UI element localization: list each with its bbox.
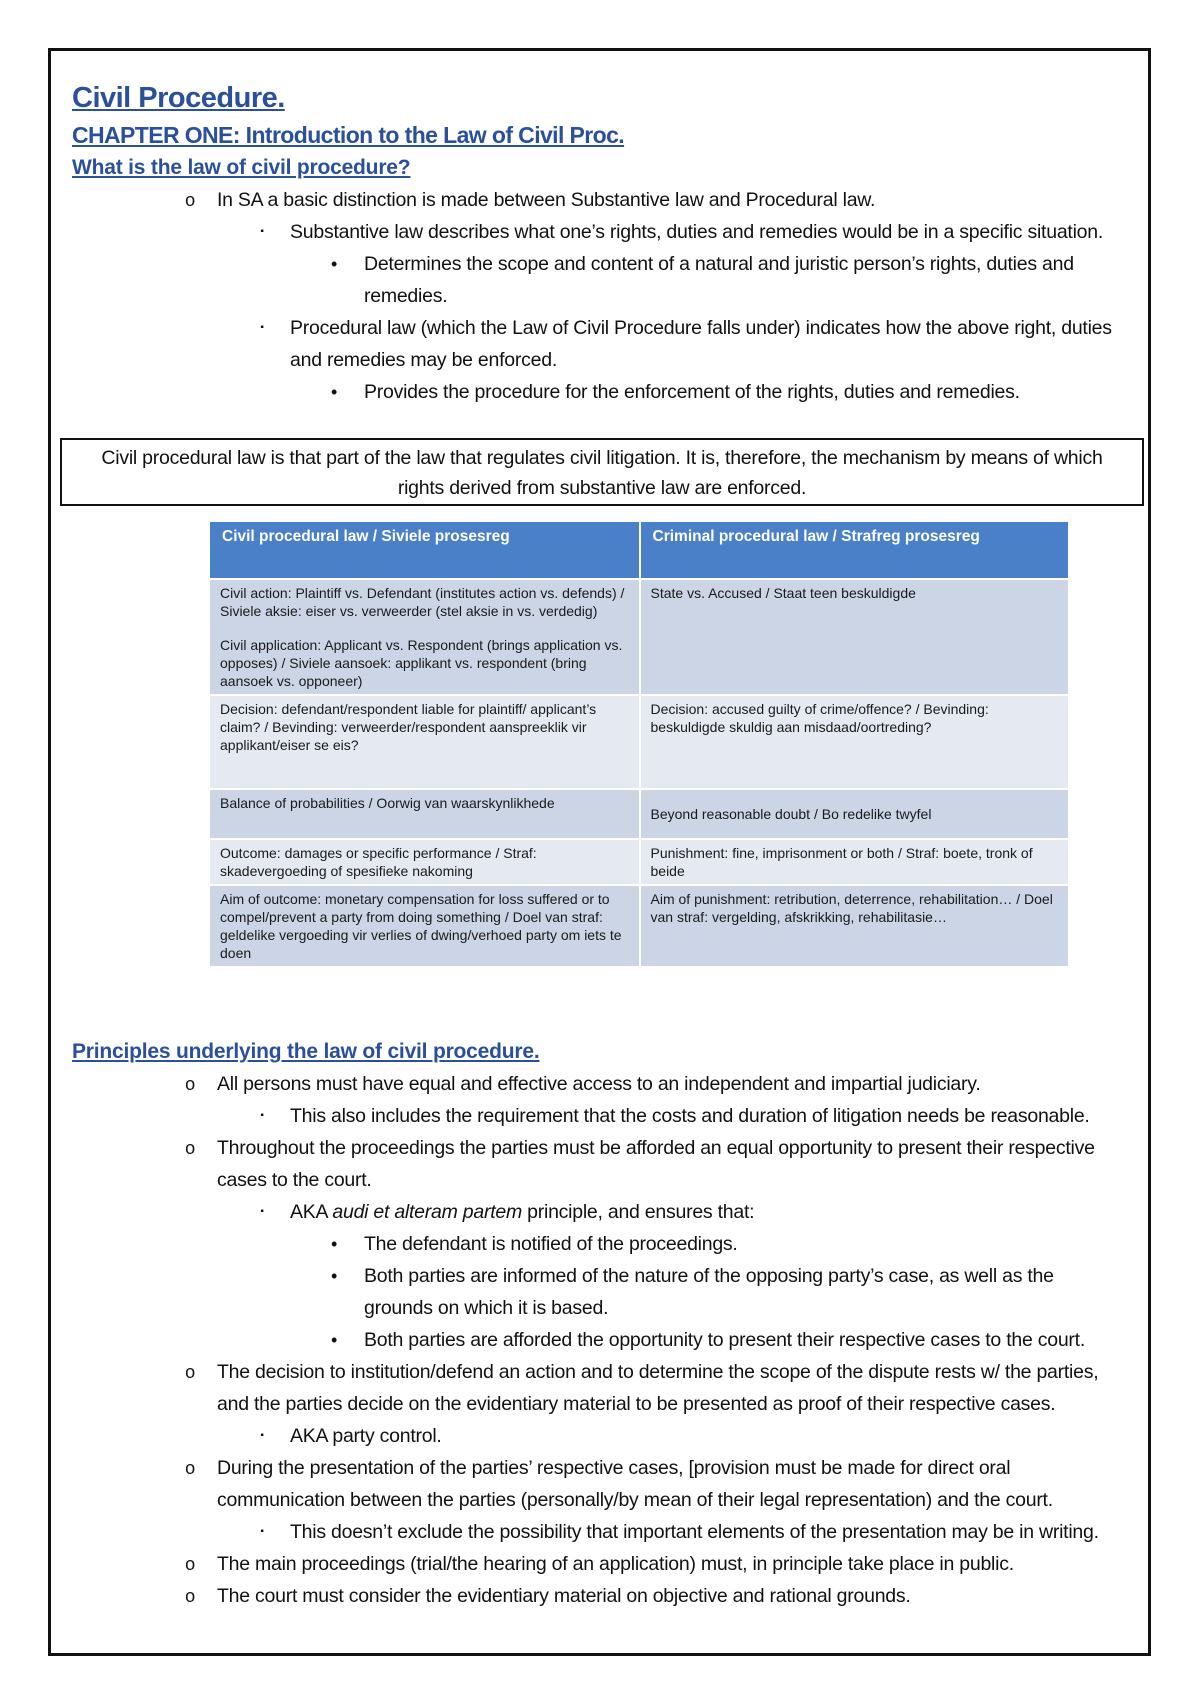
table-row: [210, 839, 1069, 885]
list-item: [72, 280, 1132, 312]
list-item-text: This also includes the requirement that the costs and duration of litigation needs be reasonable.: [290, 1105, 1090, 1127]
list-item-text: All persons must have equal and effective access to an independent and impartial judiciary.: [217, 1073, 981, 1095]
bullet-marker: o: [185, 1554, 195, 1574]
table-cell-criminal: Aim of punishment: retribution, deterrence, rehabilitation… / Doel van straf: vergelding, afskrikking, rehabilitasie…: [640, 885, 1070, 966]
bullet-marker: o: [185, 1138, 195, 1158]
bullet-marker: o: [185, 1362, 195, 1382]
list-item-text: During the presentation of the parties’ respective cases, [provision must be made for direct oral: [217, 1457, 1011, 1479]
list-item-text: Both parties are informed of the nature of the opposing party’s case, as well as the: [364, 1265, 1054, 1287]
list-item: [72, 1420, 1132, 1452]
list-item-text: The main proceedings (trial/the hearing of an application) must, in principle take place in public.: [217, 1553, 1014, 1575]
list-item: [72, 216, 1132, 248]
list-item-text: The court must consider the evidentiary material on objective and rational grounds.: [217, 1585, 911, 1607]
list-item-text: Both parties are afforded the opportunity to present their respective cases to the court.: [364, 1329, 1085, 1351]
list-item: [72, 1484, 1132, 1516]
list-item: [72, 376, 1132, 408]
list-item: [72, 312, 1132, 344]
list-item-text: remedies.: [364, 285, 448, 307]
table-cell-civil: Balance of probabilities / Oorwig van waarskynlikhede: [210, 789, 640, 839]
list-item-text: Determines the scope and content of a natural and juristic person’s rights, duties and: [364, 253, 1074, 275]
bullet-marker: •: [330, 1234, 338, 1254]
bullet-marker: ▪: [260, 1430, 264, 1441]
table-cell-criminal: Decision: accused guilty of crime/offence? / Bevinding: beskuldigde skuldig aan misdaad/oortreding?: [640, 695, 1070, 789]
bullet-marker: •: [330, 1266, 338, 1286]
list-item-prefix: AKA: [290, 1201, 333, 1223]
list-item-text: Substantive law describes what one’s rights, duties and remedies would be in a specific situation.: [290, 221, 1104, 243]
table-row: [210, 789, 1069, 839]
bullet-marker: •: [330, 254, 338, 274]
definition-line: rights derived from substantive law are enforced.: [397, 477, 807, 499]
list-item-text: communication between the parties (personally/by mean of their legal representation) and the court.: [217, 1489, 1053, 1511]
list-item: [72, 1548, 1132, 1580]
list-item: [72, 1292, 1132, 1324]
list-item: [72, 1452, 1132, 1484]
list-item: [72, 1132, 1132, 1164]
page-title: Civil Procedure.: [72, 82, 285, 114]
list-item: [72, 1356, 1132, 1388]
list-item: [72, 344, 1132, 376]
table-cell-civil: Aim of outcome: monetary compensation for loss suffered or to compel/prevent a party from doing something / Doel van straf: geldelike vergoeding vir verlies of dwing/verhoed party om iets te doen: [210, 885, 640, 966]
table-row: [210, 579, 1069, 695]
list-item-text: This doesn’t exclude the possibility that important elements of the presentation may be in writing.: [290, 1521, 1099, 1543]
cell-paragraph: Civil action: Plaintiff vs. Defendant (institutes action vs. defends) / Siviele aksie: eiser vs. verweerder (stel aksie in vs. verdedig): [220, 585, 625, 619]
chapter-heading: CHAPTER ONE: Introduction to the Law of Civil Proc.: [72, 122, 625, 148]
bullet-marker: ▪: [260, 226, 264, 237]
bullet-marker: ▪: [260, 1206, 264, 1217]
list-item-text: and the parties decide on the evidentiary material to be presented as proof of their respective cases.: [217, 1393, 1056, 1415]
table-cell-civil: [210, 579, 640, 695]
table-row: [210, 695, 1069, 789]
list-item: [72, 184, 1132, 216]
list-item: [72, 1164, 1132, 1196]
table-cell-criminal: Punishment: fine, imprisonment or both / Straf: boete, tronk of beide: [640, 839, 1070, 885]
list-item-text: AKA party control.: [290, 1425, 442, 1447]
list-item-text: and remedies may be enforced.: [290, 349, 557, 371]
section-principles: [72, 1036, 1132, 1612]
definition-line: Civil procedural law is that part of the law that regulates civil litigation. It is, therefore, the mechanism by means of which: [101, 447, 1103, 469]
bullet-marker: •: [330, 382, 338, 402]
list-item: [72, 1516, 1132, 1548]
list-item-text: grounds on which it is based.: [364, 1297, 609, 1319]
list-item: [72, 248, 1132, 280]
latin-term: audi et alteram partem: [332, 1201, 522, 1223]
bullet-marker: ▪: [260, 322, 264, 333]
bullet-marker: •: [330, 1330, 338, 1350]
table-header-row: [210, 522, 1069, 579]
list-item: [72, 1196, 1132, 1228]
list-item: [72, 1100, 1132, 1132]
bullet-marker: o: [185, 1458, 195, 1478]
list-item-text: Procedural law (which the Law of Civil Procedure falls under) indicates how the above right, duties: [290, 317, 1112, 339]
list-item: [72, 1324, 1132, 1356]
list-item-text: cases to the court.: [217, 1169, 372, 1191]
table-header-civil: Civil procedural law / Siviele prosesreg: [210, 522, 640, 579]
list-item-text: Throughout the proceedings the parties must be afforded an equal opportunity to present their respective: [217, 1137, 1095, 1159]
table-cell-civil: Decision: defendant/respondent liable for plaintiff/ applicant’s claim? / Bevinding: verweerder/respondent aanspreeklik vir applikant/eiser se eis?: [210, 695, 640, 789]
table-cell-criminal: State vs. Accused / Staat teen beskuldigde: [640, 579, 1070, 695]
list-item-text: In SA a basic distinction is made between Substantive law and Procedural law.: [217, 189, 876, 211]
bullet-marker: o: [185, 1074, 195, 1094]
table-header-criminal: Criminal procedural law / Strafreg prosesreg: [640, 522, 1070, 579]
section2-heading: Principles underlying the law of civil procedure.: [72, 1040, 540, 1063]
list-item: [72, 1388, 1132, 1420]
table-row: [210, 885, 1069, 966]
table-cell-criminal: Beyond reasonable doubt / Bo redelike twyfel: [640, 789, 1070, 839]
bullet-marker: ▪: [260, 1526, 264, 1537]
bullet-marker: o: [185, 1586, 195, 1606]
section-intro: [72, 78, 1132, 408]
section2-list: [72, 1068, 1132, 1612]
list-item: [72, 1228, 1132, 1260]
cell-paragraph: Civil application: Applicant vs. Respondent (brings application vs. opposes) / Siviele aansoek: applikant vs. respondent (bring aansoek vs. opponeer): [220, 637, 623, 689]
list-item-text: The decision to institution/defend an action and to determine the scope of the dispute rests w/ the parties,: [217, 1361, 1099, 1383]
list-item: [72, 1580, 1132, 1612]
bullet-marker: o: [185, 190, 195, 210]
section1-heading: What is the law of civil procedure?: [72, 156, 411, 179]
list-item-text: The defendant is notified of the proceedings.: [364, 1233, 738, 1255]
list-item-suffix: principle, and ensures that:: [521, 1201, 755, 1223]
comparison-table-wrapper: [210, 522, 1070, 966]
section1-list: [72, 184, 1132, 408]
bullet-marker: ▪: [260, 1110, 264, 1121]
definition-box: [60, 438, 1144, 506]
list-item: [72, 1068, 1132, 1100]
list-item: [72, 1260, 1132, 1292]
comparison-table: [210, 522, 1070, 966]
list-item-text: Provides the procedure for the enforcement of the rights, duties and remedies.: [364, 381, 1020, 403]
table-cell-civil: Outcome: damages or specific performance / Straf: skadevergoeding of spesifieke nakoming: [210, 839, 640, 885]
